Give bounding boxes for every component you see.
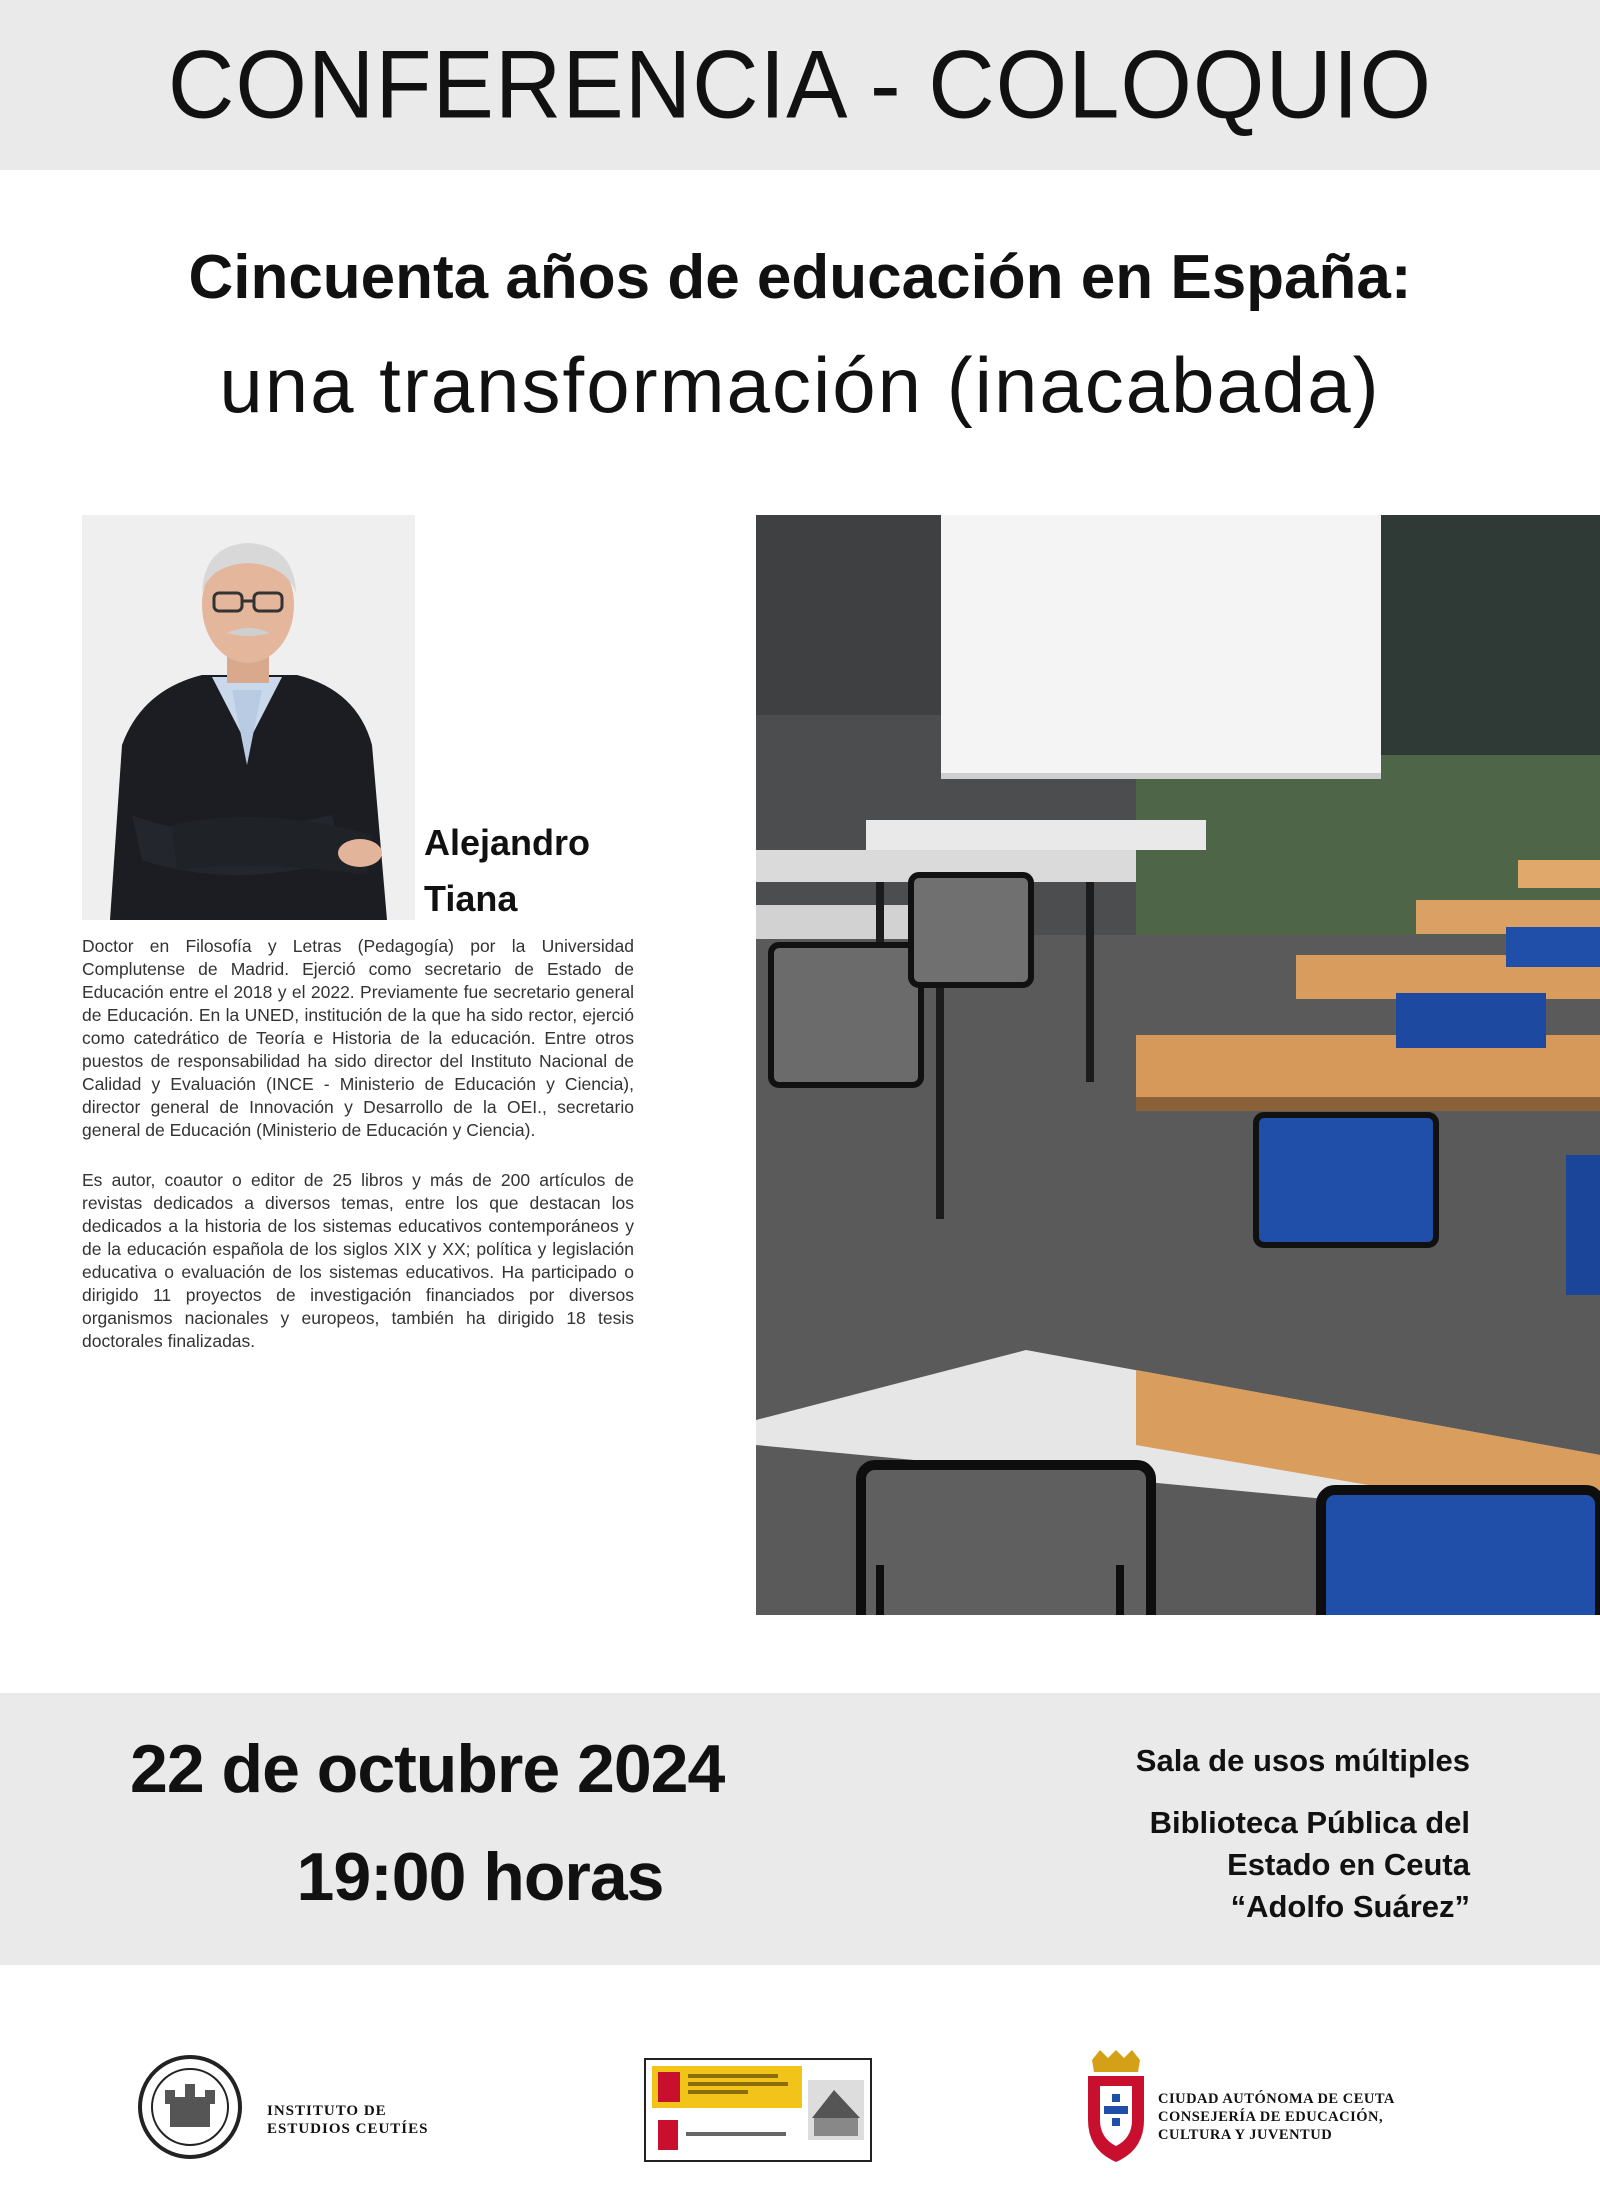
event-date: 22 de octubre 2024 [130,1731,725,1807]
speaker-last-name: Tiana [424,878,518,919]
venue-line: Biblioteca Pública del [1149,1805,1470,1840]
ies-line: INSTITUTO DE [267,2103,387,2119]
ies-seal-icon [135,2052,255,2162]
header-title: CONFERENCIA - COLOQUIO [167,30,1433,139]
venue-line: Estado en Ceuta [1227,1847,1470,1882]
bio-paragraph: Es autor, coautor o editor de 25 libros y más de 200 artículos de revistas dedicados a diversos temas, entre los que destacan los dedicados a la historia de los sistemas educativos contemporáneos y de la educación española de los siglos XIX y XX; política y legislación educativa o evaluación de los sistemas educativos. Ha participado o dirigido 11 proyectos de investigación financiados por diversos organismos nacionales y europeos, también ha dirigido 18 tesis doctorales finalizadas. [82,1170,634,1351]
ceuta-text [1158,2090,1395,2144]
speaker-name [424,815,590,927]
speaker-first-name: Alejandro [424,822,591,863]
talk-subtitle: una transformación (inacabada) [219,341,1381,429]
speaker-portrait-illustration [82,515,415,920]
ceuta-coat-of-arms-icon [1078,2050,1154,2170]
ies-text [267,2102,428,2138]
ceuta-line: CONSEJERÍA DE EDUCACIÓN, [1158,2109,1384,2125]
ministry-library-logo [644,2058,872,2162]
ceuta-line: CIUDAD AUTÓNOMA DE CEUTA [1158,2091,1395,2107]
ministry-logo [644,2058,872,2162]
classroom-illustration [756,515,1600,1615]
speaker-bio [82,935,634,1380]
speaker-photo [82,515,415,920]
header-band [0,0,1600,170]
ceuta-line: CULTURA Y JUVENTUD [1158,2127,1333,2143]
classroom-photo [756,515,1600,1615]
venue-line: “Adolfo Suárez” [1230,1889,1470,1924]
talk-title: Cincuenta años de educación en España: [188,243,1412,312]
ceuta-logo [1078,2050,1498,2170]
venue-room: Sala de usos múltiples [1135,1743,1470,1778]
event-time: 19:00 horas [296,1839,664,1915]
bio-paragraph: Doctor en Filosofía y Letras (Pedagogía) por la Universidad Complutense de Madrid. Ejerció como secretario de Estado de Educación entre el 2018 y el 2022. Previamente fue secretario general de Educación. En la UNED, institución de la que ha sido rector, ejerció como catedrático de Teoría e Historia de la educación. Entre otros puestos de responsabilidad ha sido director del Instituto Nacional de Calidad y Evaluación (INCE - Ministerio de Educación y Ciencia), director general de Innovación y Desarrollo de la OEI., secretario general de Educación (Ministerio de Educación y Ciencia). [82,936,634,1140]
ies-line: ESTUDIOS CEUTÍES [267,2121,429,2137]
event-venue [1010,1740,1470,1928]
ies-logo [135,2052,475,2162]
